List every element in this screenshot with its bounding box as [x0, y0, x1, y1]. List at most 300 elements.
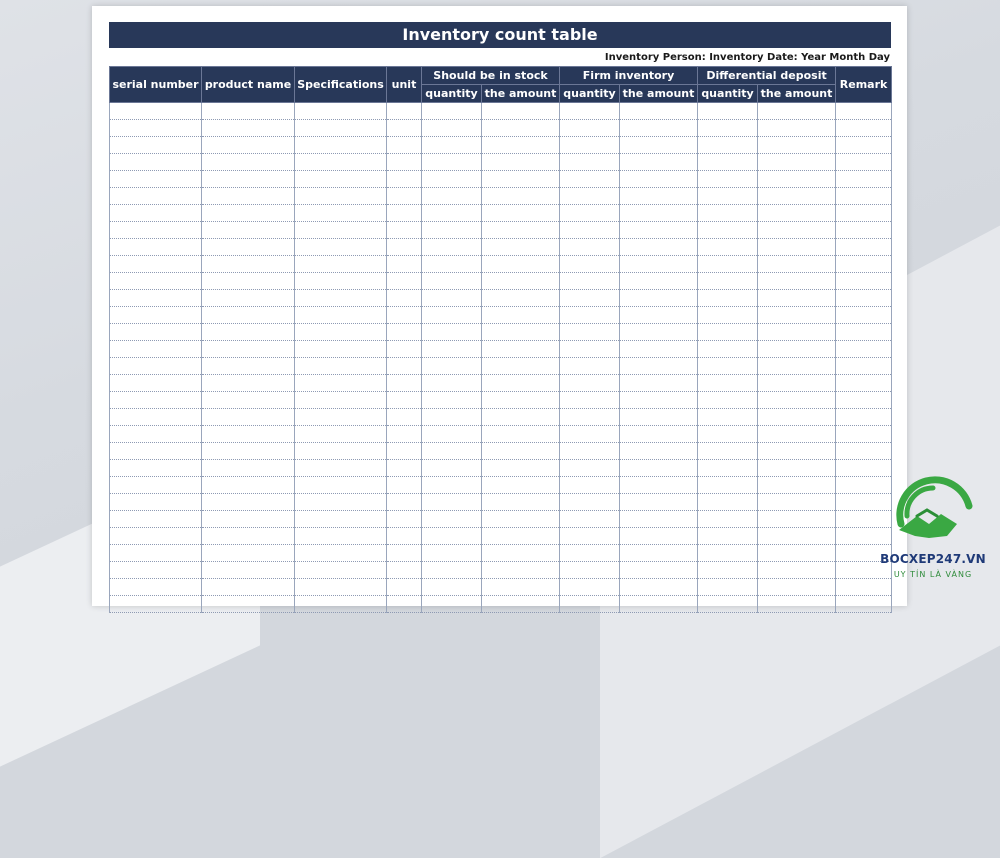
table-cell[interactable]: [836, 256, 892, 273]
table-cell[interactable]: [202, 358, 295, 375]
table-cell[interactable]: [482, 137, 560, 154]
table-cell[interactable]: [202, 290, 295, 307]
table-cell[interactable]: [482, 596, 560, 613]
table-cell[interactable]: [110, 477, 202, 494]
table-cell[interactable]: [110, 120, 202, 137]
table-cell[interactable]: [482, 562, 560, 579]
table-cell[interactable]: [295, 290, 387, 307]
table-cell[interactable]: [422, 290, 482, 307]
table-cell[interactable]: [758, 494, 836, 511]
table-cell[interactable]: [836, 307, 892, 324]
table-cell[interactable]: [482, 324, 560, 341]
table-cell[interactable]: [698, 137, 758, 154]
table-cell[interactable]: [482, 307, 560, 324]
table-cell[interactable]: [560, 375, 620, 392]
table-cell[interactable]: [295, 358, 387, 375]
table-cell[interactable]: [560, 171, 620, 188]
table-cell[interactable]: [482, 426, 560, 443]
table-cell[interactable]: [698, 239, 758, 256]
table-cell[interactable]: [698, 154, 758, 171]
table-cell[interactable]: [482, 205, 560, 222]
table-cell[interactable]: [482, 188, 560, 205]
table-cell[interactable]: [758, 511, 836, 528]
table-cell[interactable]: [836, 596, 892, 613]
table-cell[interactable]: [482, 511, 560, 528]
table-cell[interactable]: [836, 205, 892, 222]
table-cell[interactable]: [836, 171, 892, 188]
table-cell[interactable]: [698, 358, 758, 375]
table-cell[interactable]: [387, 426, 422, 443]
table-cell[interactable]: [836, 188, 892, 205]
table-cell[interactable]: [295, 528, 387, 545]
table-cell[interactable]: [202, 103, 295, 120]
table-cell[interactable]: [698, 562, 758, 579]
table-cell[interactable]: [202, 171, 295, 188]
table-cell[interactable]: [110, 273, 202, 290]
table-cell[interactable]: [620, 562, 698, 579]
table-cell[interactable]: [422, 239, 482, 256]
table-cell[interactable]: [560, 545, 620, 562]
table-cell[interactable]: [482, 494, 560, 511]
table-cell[interactable]: [620, 273, 698, 290]
table-cell[interactable]: [758, 239, 836, 256]
table-cell[interactable]: [110, 222, 202, 239]
table-cell[interactable]: [620, 443, 698, 460]
table-cell[interactable]: [698, 188, 758, 205]
table-cell[interactable]: [422, 137, 482, 154]
table-cell[interactable]: [295, 545, 387, 562]
table-cell[interactable]: [422, 443, 482, 460]
table-cell[interactable]: [620, 324, 698, 341]
table-cell[interactable]: [620, 256, 698, 273]
table-cell[interactable]: [482, 171, 560, 188]
table-cell[interactable]: [202, 528, 295, 545]
table-cell[interactable]: [758, 460, 836, 477]
table-cell[interactable]: [387, 511, 422, 528]
table-cell[interactable]: [422, 511, 482, 528]
table-cell[interactable]: [387, 562, 422, 579]
table-cell[interactable]: [560, 256, 620, 273]
table-cell[interactable]: [110, 409, 202, 426]
table-cell[interactable]: [698, 341, 758, 358]
table-cell[interactable]: [110, 375, 202, 392]
table-cell[interactable]: [110, 460, 202, 477]
table-cell[interactable]: [698, 273, 758, 290]
table-cell[interactable]: [620, 358, 698, 375]
table-cell[interactable]: [110, 545, 202, 562]
table-cell[interactable]: [620, 375, 698, 392]
table-cell[interactable]: [110, 324, 202, 341]
table-cell[interactable]: [560, 154, 620, 171]
table-cell[interactable]: [422, 103, 482, 120]
table-cell[interactable]: [620, 477, 698, 494]
table-cell[interactable]: [560, 596, 620, 613]
table-cell[interactable]: [698, 545, 758, 562]
table-cell[interactable]: [836, 290, 892, 307]
table-cell[interactable]: [387, 171, 422, 188]
table-cell[interactable]: [698, 103, 758, 120]
table-cell[interactable]: [560, 494, 620, 511]
table-cell[interactable]: [560, 341, 620, 358]
table-cell[interactable]: [758, 273, 836, 290]
table-cell[interactable]: [560, 307, 620, 324]
table-cell[interactable]: [620, 154, 698, 171]
table-cell[interactable]: [758, 324, 836, 341]
table-cell[interactable]: [620, 222, 698, 239]
table-cell[interactable]: [482, 273, 560, 290]
table-cell[interactable]: [560, 103, 620, 120]
table-cell[interactable]: [422, 528, 482, 545]
table-cell[interactable]: [110, 103, 202, 120]
table-cell[interactable]: [698, 460, 758, 477]
table-cell[interactable]: [295, 239, 387, 256]
table-cell[interactable]: [836, 443, 892, 460]
table-cell[interactable]: [482, 290, 560, 307]
table-cell[interactable]: [295, 409, 387, 426]
table-cell[interactable]: [560, 222, 620, 239]
table-cell[interactable]: [387, 256, 422, 273]
table-cell[interactable]: [836, 137, 892, 154]
table-cell[interactable]: [698, 579, 758, 596]
table-cell[interactable]: [387, 477, 422, 494]
table-cell[interactable]: [422, 120, 482, 137]
table-cell[interactable]: [758, 358, 836, 375]
table-cell[interactable]: [110, 290, 202, 307]
table-cell[interactable]: [758, 579, 836, 596]
table-cell[interactable]: [295, 324, 387, 341]
table-cell[interactable]: [202, 596, 295, 613]
table-cell[interactable]: [422, 579, 482, 596]
table-cell[interactable]: [560, 205, 620, 222]
table-cell[interactable]: [422, 477, 482, 494]
table-cell[interactable]: [560, 409, 620, 426]
table-cell[interactable]: [110, 528, 202, 545]
table-cell[interactable]: [482, 545, 560, 562]
table-cell[interactable]: [202, 511, 295, 528]
table-cell[interactable]: [698, 528, 758, 545]
table-cell[interactable]: [387, 528, 422, 545]
table-cell[interactable]: [698, 426, 758, 443]
table-cell[interactable]: [295, 137, 387, 154]
table-cell[interactable]: [620, 392, 698, 409]
table-cell[interactable]: [110, 188, 202, 205]
table-cell[interactable]: [295, 494, 387, 511]
table-cell[interactable]: [387, 409, 422, 426]
table-cell[interactable]: [422, 375, 482, 392]
table-cell[interactable]: [295, 375, 387, 392]
table-cell[interactable]: [110, 579, 202, 596]
table-cell[interactable]: [482, 154, 560, 171]
table-cell[interactable]: [560, 239, 620, 256]
table-cell[interactable]: [758, 528, 836, 545]
table-cell[interactable]: [620, 137, 698, 154]
table-cell[interactable]: [202, 273, 295, 290]
table-cell[interactable]: [758, 375, 836, 392]
table-cell[interactable]: [758, 171, 836, 188]
table-cell[interactable]: [482, 256, 560, 273]
table-cell[interactable]: [758, 392, 836, 409]
table-cell[interactable]: [202, 341, 295, 358]
table-cell[interactable]: [387, 358, 422, 375]
table-cell[interactable]: [620, 239, 698, 256]
table-cell[interactable]: [482, 528, 560, 545]
table-cell[interactable]: [422, 324, 482, 341]
table-cell[interactable]: [295, 273, 387, 290]
table-cell[interactable]: [560, 562, 620, 579]
table-cell[interactable]: [295, 205, 387, 222]
table-cell[interactable]: [295, 392, 387, 409]
table-cell[interactable]: [482, 239, 560, 256]
table-cell[interactable]: [422, 562, 482, 579]
table-cell[interactable]: [110, 392, 202, 409]
table-cell[interactable]: [758, 222, 836, 239]
table-cell[interactable]: [620, 426, 698, 443]
table-cell[interactable]: [387, 375, 422, 392]
table-cell[interactable]: [387, 290, 422, 307]
table-cell[interactable]: [482, 409, 560, 426]
table-cell[interactable]: [202, 120, 295, 137]
table-cell[interactable]: [202, 188, 295, 205]
table-cell[interactable]: [482, 103, 560, 120]
table-cell[interactable]: [110, 154, 202, 171]
table-cell[interactable]: [110, 307, 202, 324]
table-cell[interactable]: [422, 307, 482, 324]
table-cell[interactable]: [620, 494, 698, 511]
table-cell[interactable]: [422, 426, 482, 443]
table-cell[interactable]: [202, 409, 295, 426]
table-cell[interactable]: [202, 307, 295, 324]
table-cell[interactable]: [620, 528, 698, 545]
table-cell[interactable]: [387, 494, 422, 511]
table-cell[interactable]: [387, 205, 422, 222]
table-cell[interactable]: [387, 273, 422, 290]
table-cell[interactable]: [110, 443, 202, 460]
table-cell[interactable]: [202, 205, 295, 222]
table-cell[interactable]: [482, 341, 560, 358]
table-cell[interactable]: [110, 137, 202, 154]
table-cell[interactable]: [387, 545, 422, 562]
table-cell[interactable]: [387, 460, 422, 477]
table-cell[interactable]: [620, 188, 698, 205]
table-cell[interactable]: [295, 477, 387, 494]
table-cell[interactable]: [560, 137, 620, 154]
table-cell[interactable]: [620, 596, 698, 613]
table-cell[interactable]: [698, 409, 758, 426]
table-cell[interactable]: [836, 120, 892, 137]
table-cell[interactable]: [422, 341, 482, 358]
table-cell[interactable]: [836, 409, 892, 426]
table-cell[interactable]: [295, 188, 387, 205]
table-cell[interactable]: [387, 120, 422, 137]
table-cell[interactable]: [422, 154, 482, 171]
table-cell[interactable]: [758, 545, 836, 562]
table-cell[interactable]: [202, 443, 295, 460]
table-cell[interactable]: [202, 222, 295, 239]
table-cell[interactable]: [422, 256, 482, 273]
table-cell[interactable]: [836, 273, 892, 290]
table-cell[interactable]: [110, 341, 202, 358]
table-cell[interactable]: [110, 171, 202, 188]
table-cell[interactable]: [620, 205, 698, 222]
table-cell[interactable]: [482, 392, 560, 409]
table-cell[interactable]: [295, 103, 387, 120]
table-cell[interactable]: [482, 222, 560, 239]
table-cell[interactable]: [620, 290, 698, 307]
table-cell[interactable]: [202, 256, 295, 273]
table-cell[interactable]: [482, 477, 560, 494]
table-cell[interactable]: [422, 494, 482, 511]
table-cell[interactable]: [202, 426, 295, 443]
table-cell[interactable]: [836, 154, 892, 171]
table-cell[interactable]: [758, 307, 836, 324]
table-cell[interactable]: [560, 528, 620, 545]
table-cell[interactable]: [202, 494, 295, 511]
table-cell[interactable]: [387, 341, 422, 358]
table-cell[interactable]: [482, 358, 560, 375]
table-cell[interactable]: [202, 375, 295, 392]
table-cell[interactable]: [422, 545, 482, 562]
table-cell[interactable]: [698, 443, 758, 460]
table-cell[interactable]: [698, 477, 758, 494]
table-cell[interactable]: [758, 137, 836, 154]
table-cell[interactable]: [422, 188, 482, 205]
table-cell[interactable]: [698, 120, 758, 137]
table-cell[interactable]: [295, 120, 387, 137]
table-cell[interactable]: [387, 443, 422, 460]
table-cell[interactable]: [698, 222, 758, 239]
table-cell[interactable]: [836, 392, 892, 409]
table-cell[interactable]: [560, 443, 620, 460]
table-cell[interactable]: [387, 392, 422, 409]
table-cell[interactable]: [387, 154, 422, 171]
table-cell[interactable]: [202, 477, 295, 494]
table-cell[interactable]: [387, 596, 422, 613]
table-cell[interactable]: [620, 511, 698, 528]
table-cell[interactable]: [836, 375, 892, 392]
table-cell[interactable]: [482, 579, 560, 596]
table-cell[interactable]: [110, 511, 202, 528]
table-cell[interactable]: [758, 120, 836, 137]
table-cell[interactable]: [295, 171, 387, 188]
table-cell[interactable]: [387, 222, 422, 239]
table-cell[interactable]: [836, 239, 892, 256]
table-cell[interactable]: [620, 171, 698, 188]
table-cell[interactable]: [110, 426, 202, 443]
table-cell[interactable]: [202, 579, 295, 596]
table-cell[interactable]: [758, 290, 836, 307]
table-cell[interactable]: [758, 256, 836, 273]
table-cell[interactable]: [422, 205, 482, 222]
table-cell[interactable]: [620, 307, 698, 324]
table-cell[interactable]: [110, 596, 202, 613]
table-cell[interactable]: [758, 443, 836, 460]
table-cell[interactable]: [482, 460, 560, 477]
table-cell[interactable]: [560, 358, 620, 375]
table-cell[interactable]: [620, 460, 698, 477]
table-cell[interactable]: [295, 443, 387, 460]
table-cell[interactable]: [387, 188, 422, 205]
table-cell[interactable]: [110, 256, 202, 273]
table-cell[interactable]: [422, 222, 482, 239]
table-cell[interactable]: [422, 392, 482, 409]
table-cell[interactable]: [698, 375, 758, 392]
table-cell[interactable]: [698, 171, 758, 188]
table-cell[interactable]: [620, 341, 698, 358]
table-cell[interactable]: [202, 137, 295, 154]
table-cell[interactable]: [482, 375, 560, 392]
table-cell[interactable]: [560, 273, 620, 290]
table-cell[interactable]: [758, 188, 836, 205]
table-cell[interactable]: [836, 324, 892, 341]
table-cell[interactable]: [698, 596, 758, 613]
table-cell[interactable]: [698, 511, 758, 528]
table-cell[interactable]: [836, 341, 892, 358]
table-cell[interactable]: [698, 290, 758, 307]
table-cell[interactable]: [202, 392, 295, 409]
table-cell[interactable]: [836, 103, 892, 120]
table-cell[interactable]: [295, 596, 387, 613]
table-cell[interactable]: [110, 205, 202, 222]
table-cell[interactable]: [482, 443, 560, 460]
table-cell[interactable]: [698, 205, 758, 222]
table-cell[interactable]: [295, 511, 387, 528]
table-cell[interactable]: [620, 545, 698, 562]
table-cell[interactable]: [387, 103, 422, 120]
table-cell[interactable]: [836, 358, 892, 375]
table-cell[interactable]: [620, 409, 698, 426]
table-cell[interactable]: [560, 188, 620, 205]
table-cell[interactable]: [295, 341, 387, 358]
table-cell[interactable]: [295, 426, 387, 443]
table-cell[interactable]: [698, 324, 758, 341]
table-cell[interactable]: [422, 358, 482, 375]
table-cell[interactable]: [698, 307, 758, 324]
table-cell[interactable]: [758, 562, 836, 579]
table-cell[interactable]: [758, 103, 836, 120]
table-cell[interactable]: [295, 256, 387, 273]
table-cell[interactable]: [698, 494, 758, 511]
table-cell[interactable]: [295, 222, 387, 239]
table-cell[interactable]: [482, 120, 560, 137]
table-cell[interactable]: [698, 256, 758, 273]
table-cell[interactable]: [560, 324, 620, 341]
table-cell[interactable]: [202, 239, 295, 256]
table-cell[interactable]: [836, 426, 892, 443]
table-cell[interactable]: [560, 426, 620, 443]
table-cell[interactable]: [202, 562, 295, 579]
table-cell[interactable]: [202, 154, 295, 171]
table-cell[interactable]: [560, 477, 620, 494]
table-cell[interactable]: [387, 324, 422, 341]
table-cell[interactable]: [698, 392, 758, 409]
table-cell[interactable]: [422, 596, 482, 613]
table-cell[interactable]: [836, 222, 892, 239]
table-cell[interactable]: [422, 409, 482, 426]
table-cell[interactable]: [422, 273, 482, 290]
table-cell[interactable]: [387, 307, 422, 324]
table-cell[interactable]: [758, 205, 836, 222]
table-cell[interactable]: [620, 103, 698, 120]
table-cell[interactable]: [560, 290, 620, 307]
table-cell[interactable]: [758, 341, 836, 358]
table-cell[interactable]: [295, 154, 387, 171]
table-cell[interactable]: [202, 545, 295, 562]
table-cell[interactable]: [295, 579, 387, 596]
table-cell[interactable]: [110, 239, 202, 256]
table-cell[interactable]: [620, 579, 698, 596]
table-cell[interactable]: [110, 358, 202, 375]
table-cell[interactable]: [560, 579, 620, 596]
